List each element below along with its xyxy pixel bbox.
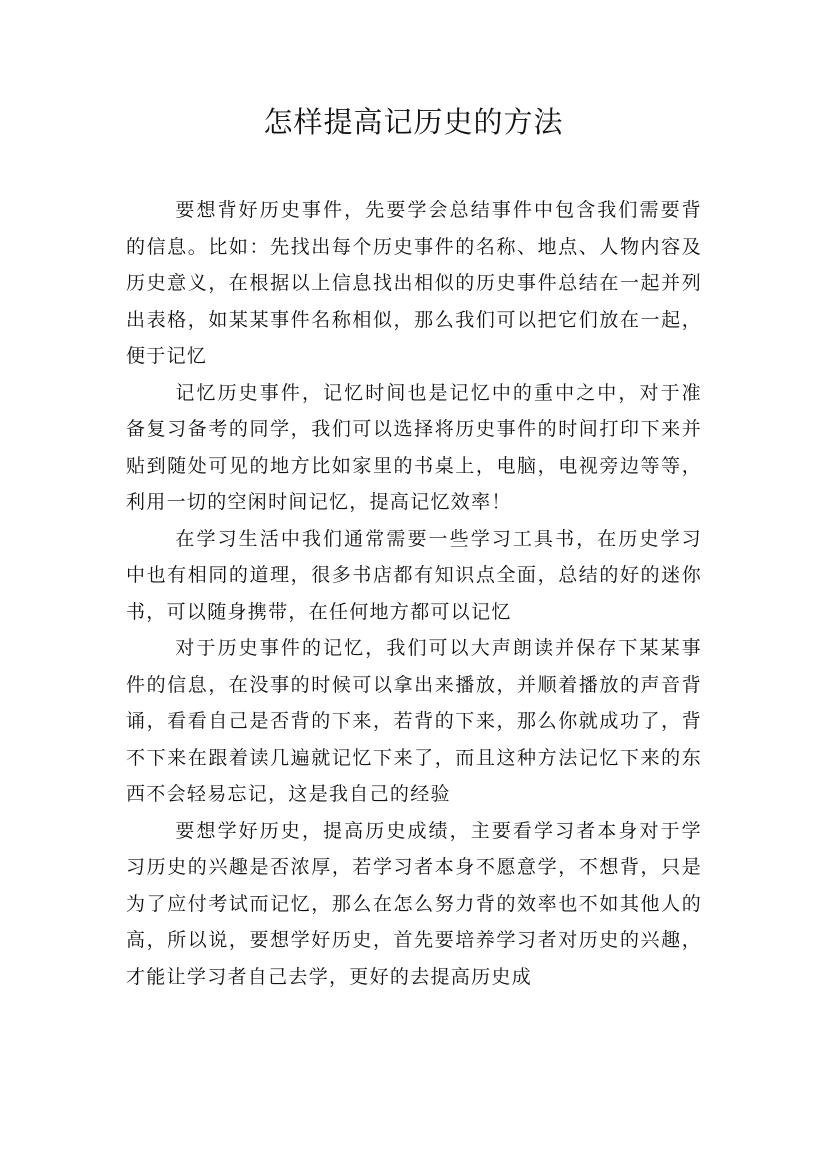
document-title: 怎样提高记历史的方法 (263, 105, 564, 139)
paragraph: 要想学好历史，提高历史成绩，主要看学习者本身对于学习历史的兴趣是否浓厚，若学习者本身不愿意学，不想背，只是为了应付考试而记忆，那么在怎么努力背的效率也不如其他人的高，所以说，要想学好历史，首先要培养学习者对历史的兴趣，才能让学习者自己去学，更好的去提高历史成 (126, 819, 702, 988)
paragraph: 对于历史事件的记忆，我们可以大声朗读并保存下某某事件的信息，在没事的时候可以拿出来播放，并顺着播放的声音背诵，看看自己是否背的下来，若背的下来，那么你就成功了，背不下来在跟着读几遍就记忆下来了，而且这种方法记忆下来的东西不会轻易忘记，这是我自己的经验 (126, 637, 702, 805)
paragraph: 要想背好历史事件，先要学会总结事件中包含我们需要背的信息。比如：先找出每个历史事件的名称、地点、人物内容及历史意义，在根据以上信息找出相似的历史事件总结在一起并列出表格，如某某事件名称相似，那么我们可以把它们放在一起，便于记忆 (126, 199, 702, 367)
paragraph: 在学习生活中我们通常需要一些学习工具书，在历史学习中也有相同的道理，很多书店都有知识点全面，总结的好的迷你书，可以随身携带，在任何地方都可以记忆 (126, 527, 702, 623)
paragraph: 记忆历史事件，记忆时间也是记忆中的重中之中，对于准备复习备考的同学，我们可以选择将历史事件的时间打印下来并贴到随处可见的地方比如家里的书桌上，电脑，电视旁边等等，利用一切的空闲时间记忆，提高记忆效率！ (126, 381, 702, 513)
document-body (126, 192, 702, 995)
